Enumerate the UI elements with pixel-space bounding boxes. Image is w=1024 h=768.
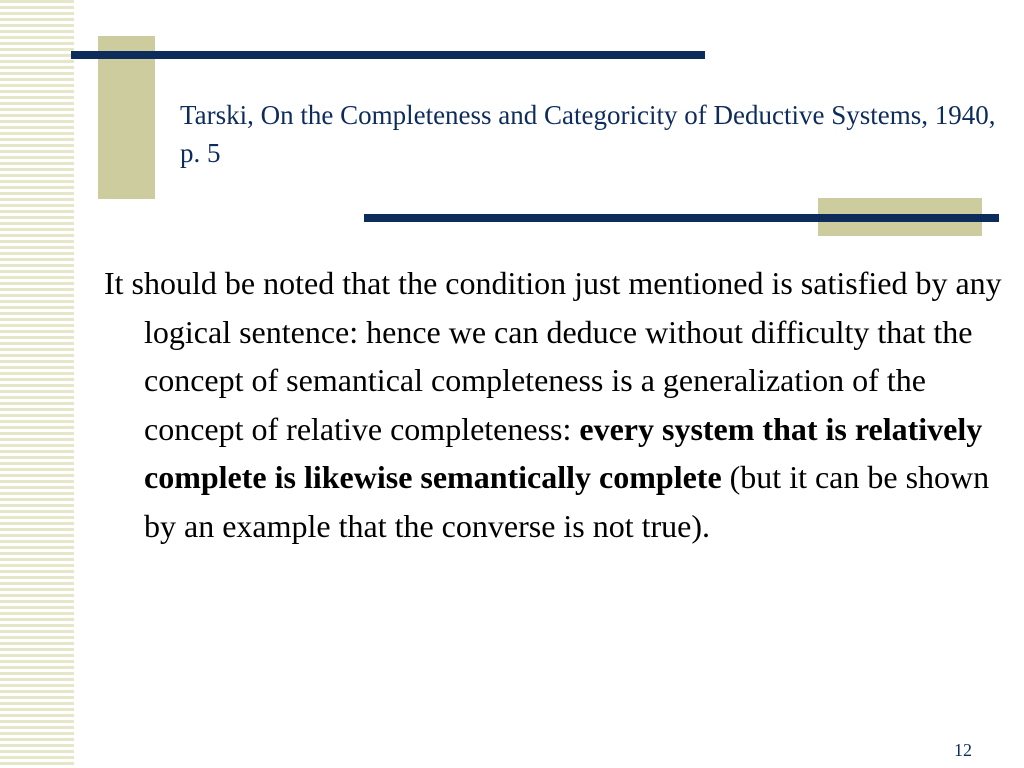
top-rule (71, 51, 705, 59)
body-text-emphasis: every system that is relatively complete is likewise semantically complete (144, 410, 983, 495)
slide-title: Tarski, On the Completeness and Categoricity of Deductive Systems, 1940, p. 5 (180, 100, 996, 168)
slide-body (104, 259, 1024, 550)
tan-accent-block-top (98, 36, 155, 199)
page-number: 12 (954, 740, 972, 760)
body-text-outro: (but it can be shown by an example that the converse is not true). (144, 459, 990, 544)
left-stripe-decoration (0, 0, 74, 768)
body-text-intro: It should be noted that the condition just mentioned is satisfied by any logical sentence: hence we can deduce without difficulty that the concept of semantical completeness is a generalization of the concept of relative completeness: (104, 265, 1002, 447)
bottom-rule (364, 214, 999, 222)
